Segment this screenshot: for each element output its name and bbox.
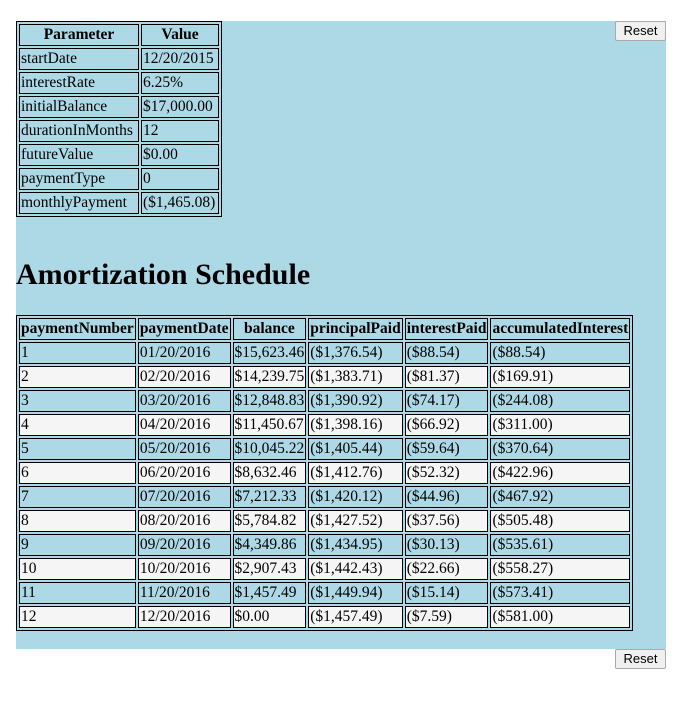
parameters-table bbox=[16, 21, 222, 217]
table-cell: ($52.32) bbox=[405, 462, 489, 484]
table-row bbox=[19, 558, 630, 580]
table-cell: ($7.59) bbox=[405, 606, 489, 628]
table-row bbox=[19, 486, 630, 508]
schedule-title: Amortization Schedule bbox=[16, 258, 311, 291]
table-cell: ($467.92) bbox=[490, 486, 630, 508]
schedule-column-header-principal-paid: principalPaid bbox=[308, 318, 402, 340]
reset-button-top[interactable]: Reset bbox=[615, 21, 666, 41]
parameter-name-cell: futureValue bbox=[19, 144, 139, 166]
table-cell: 11/20/2016 bbox=[138, 582, 231, 604]
table-cell: 10 bbox=[19, 558, 136, 580]
reset-button-bottom[interactable]: Reset bbox=[615, 649, 666, 669]
table-cell: 6 bbox=[19, 462, 136, 484]
amortization-table bbox=[16, 315, 633, 631]
schedule-column-header-payment-number: paymentNumber bbox=[19, 318, 136, 340]
table-cell: $7,212.33 bbox=[233, 486, 307, 508]
amortization-body bbox=[19, 342, 630, 628]
table-cell: ($1,398.16) bbox=[308, 414, 402, 436]
table-cell: 04/20/2016 bbox=[138, 414, 231, 436]
table-cell: ($1,412.76) bbox=[308, 462, 402, 484]
table-cell: $11,450.67 bbox=[233, 414, 307, 436]
table-cell: 7 bbox=[19, 486, 136, 508]
table-row bbox=[19, 606, 630, 628]
schedule-column-header-interest-paid: interestPaid bbox=[405, 318, 489, 340]
parameter-row bbox=[19, 168, 219, 190]
table-cell: ($1,383.71) bbox=[308, 366, 402, 388]
table-cell: ($30.13) bbox=[405, 534, 489, 556]
parameter-name-cell: startDate bbox=[19, 48, 139, 70]
table-row bbox=[19, 366, 630, 388]
table-cell: ($1,420.12) bbox=[308, 486, 402, 508]
table-cell: ($573.41) bbox=[490, 582, 630, 604]
parameter-name-cell: durationInMonths bbox=[19, 120, 139, 142]
table-cell: ($535.61) bbox=[490, 534, 630, 556]
parameters-header-row bbox=[19, 24, 219, 46]
parameter-value-cell: 12 bbox=[141, 120, 219, 142]
table-cell: 12 bbox=[19, 606, 136, 628]
table-cell: 3 bbox=[19, 390, 136, 412]
schedule-column-header-accumulated-interest: accumulatedInterest bbox=[490, 318, 630, 340]
parameter-name-cell: monthlyPayment bbox=[19, 192, 139, 214]
table-cell: 01/20/2016 bbox=[138, 342, 231, 364]
table-cell: $5,784.82 bbox=[233, 510, 307, 532]
parameter-row bbox=[19, 192, 219, 214]
table-cell: 8 bbox=[19, 510, 136, 532]
parameter-name-cell: initialBalance bbox=[19, 96, 139, 118]
table-cell: ($505.48) bbox=[490, 510, 630, 532]
table-cell: 07/20/2016 bbox=[138, 486, 231, 508]
table-cell: ($311.00) bbox=[490, 414, 630, 436]
table-cell: ($370.64) bbox=[490, 438, 630, 460]
parameters-body bbox=[19, 48, 219, 214]
table-cell: ($169.91) bbox=[490, 366, 630, 388]
table-cell: ($88.54) bbox=[490, 342, 630, 364]
table-cell: 10/20/2016 bbox=[138, 558, 231, 580]
parameter-column-header: Parameter bbox=[19, 24, 139, 46]
parameter-name-cell: interestRate bbox=[19, 72, 139, 94]
table-cell: ($422.96) bbox=[490, 462, 630, 484]
table-cell: $2,907.43 bbox=[233, 558, 307, 580]
parameter-row bbox=[19, 120, 219, 142]
table-cell: $14,239.75 bbox=[233, 366, 307, 388]
value-column-header: Value bbox=[141, 24, 219, 46]
table-cell: ($1,390.92) bbox=[308, 390, 402, 412]
table-cell: ($1,376.54) bbox=[308, 342, 402, 364]
table-row bbox=[19, 438, 630, 460]
table-cell: ($59.64) bbox=[405, 438, 489, 460]
table-cell: ($66.92) bbox=[405, 414, 489, 436]
table-cell: 02/20/2016 bbox=[138, 366, 231, 388]
table-cell: $15,623.46 bbox=[233, 342, 307, 364]
table-cell: ($37.56) bbox=[405, 510, 489, 532]
table-cell: $8,632.46 bbox=[233, 462, 307, 484]
table-row bbox=[19, 390, 630, 412]
parameter-row bbox=[19, 96, 219, 118]
parameter-name-cell: paymentType bbox=[19, 168, 139, 190]
table-cell: $10,045.22 bbox=[233, 438, 307, 460]
table-cell: ($1,405.44) bbox=[308, 438, 402, 460]
table-cell: ($22.66) bbox=[405, 558, 489, 580]
table-row bbox=[19, 414, 630, 436]
table-cell: ($244.08) bbox=[490, 390, 630, 412]
table-cell: ($81.37) bbox=[405, 366, 489, 388]
table-row bbox=[19, 582, 630, 604]
table-cell: ($74.17) bbox=[405, 390, 489, 412]
table-cell: $12,848.83 bbox=[233, 390, 307, 412]
table-cell: 1 bbox=[19, 342, 136, 364]
table-cell: $0.00 bbox=[233, 606, 307, 628]
table-cell: $1,457.49 bbox=[233, 582, 307, 604]
table-cell: ($15.14) bbox=[405, 582, 489, 604]
table-cell: ($1,449.94) bbox=[308, 582, 402, 604]
table-cell: 11 bbox=[19, 582, 136, 604]
table-cell: ($1,457.49) bbox=[308, 606, 402, 628]
parameter-value-cell: ($1,465.08) bbox=[141, 192, 219, 214]
table-cell: ($581.00) bbox=[490, 606, 630, 628]
table-cell: 09/20/2016 bbox=[138, 534, 231, 556]
parameter-value-cell: 0 bbox=[141, 168, 219, 190]
table-row bbox=[19, 342, 630, 364]
table-cell: ($88.54) bbox=[405, 342, 489, 364]
table-cell: 05/20/2016 bbox=[138, 438, 231, 460]
table-row bbox=[19, 534, 630, 556]
table-cell: 9 bbox=[19, 534, 136, 556]
table-cell: 4 bbox=[19, 414, 136, 436]
parameter-value-cell: 12/20/2015 bbox=[141, 48, 219, 70]
amortization-header-row bbox=[19, 318, 630, 340]
table-row bbox=[19, 510, 630, 532]
schedule-column-header-payment-date: paymentDate bbox=[138, 318, 231, 340]
table-cell: ($1,442.43) bbox=[308, 558, 402, 580]
parameter-row bbox=[19, 144, 219, 166]
table-cell: 06/20/2016 bbox=[138, 462, 231, 484]
table-cell: 2 bbox=[19, 366, 136, 388]
table-cell: ($44.96) bbox=[405, 486, 489, 508]
table-cell: 08/20/2016 bbox=[138, 510, 231, 532]
table-cell: 12/20/2016 bbox=[138, 606, 231, 628]
parameter-row bbox=[19, 48, 219, 70]
parameter-value-cell: $17,000.00 bbox=[141, 96, 219, 118]
table-cell: 03/20/2016 bbox=[138, 390, 231, 412]
parameter-value-cell: $0.00 bbox=[141, 144, 219, 166]
parameter-row bbox=[19, 72, 219, 94]
table-cell: ($1,434.95) bbox=[308, 534, 402, 556]
table-cell: 5 bbox=[19, 438, 136, 460]
table-row bbox=[19, 462, 630, 484]
schedule-column-header-balance: balance bbox=[233, 318, 307, 340]
table-cell: ($558.27) bbox=[490, 558, 630, 580]
table-cell: $4,349.86 bbox=[233, 534, 307, 556]
table-cell: ($1,427.52) bbox=[308, 510, 402, 532]
parameter-value-cell: 6.25% bbox=[141, 72, 219, 94]
